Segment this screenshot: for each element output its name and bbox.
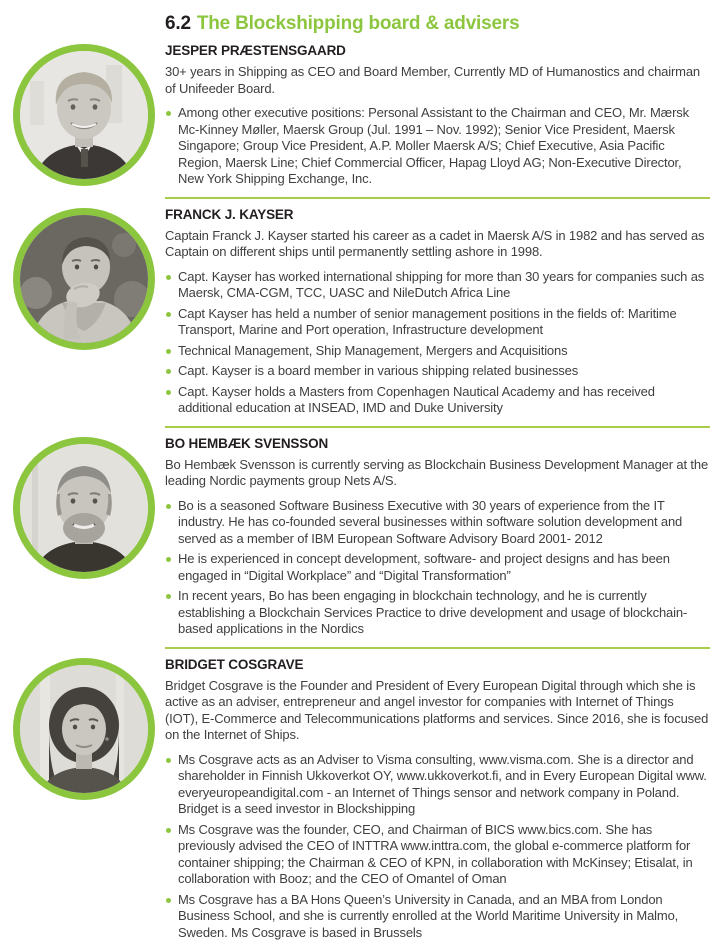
section-number: 6.2 [165,13,191,34]
section-divider [165,426,710,428]
bullet-item: Among other executive positions: Personal Assistant to the Chairman and CEO, Mr. Mærsk Mc-Kinney Møller, Maersk Group (Jul. 1991 – Nov. 1992); Senior Vice President, Maersk Singapore; Group Vice President, A.P. Moller Maersk A/S; Chief Executive, Asia Pacific Region, Maersk Line; Chief Commercial Officer, Hapag Lloyd AG; Non-Executive Director, New York Shipping Exchange, Inc. [165,105,710,188]
profile-intro: 30+ years in Shipping as CEO and Board Member, Currently MD of Humanostics and chairman of Unifeeder Board. [165,64,701,96]
profile-name: FRANCK J. KAYSER [165,206,294,222]
bullet-item: Ms Cosgrave acts as an Adviser to Visma consulting, www.visma.com. She is a director and shareholder in Finnish Ukkoverkot OY, www.ukkoverkot.fi, and in Every European Digital www. everyeuropeandigital.com - an Internet of Things sensor and network company in Poland. Bridget is a seed investor in Blockshipping [165,752,710,818]
profile-bullet-list [165,269,710,417]
bullet-item: Capt. Kayser has worked international shipping for more than 30 years for companies such as Maersk, CMA-CGM, TCC, UASC and NileDutch Africa Line [165,269,710,302]
profile-bullet-list [165,752,710,941]
portrait-man-blond-suit [20,51,148,179]
profile-bullet-list [165,105,710,188]
bullet-item: In recent years, Bo has been engaging in blockchain technology, and he is currently establishing a Blockchain Services Practice to drive development and usage of blockchain-based applications in the Nordics [165,588,710,638]
profile-franck-kayser [0,207,720,436]
section-divider [165,197,710,199]
profile-name: JESPER PRÆSTENSGAARD [165,43,346,58]
franck-kayser-photo [13,208,155,350]
profile-intro: Bo Hembæk Svensson is currently serving as Blockchain Business Development Manager at the leading Nordic payments group Nets A/S. [165,456,709,488]
bullet-item: Capt Kayser has held a number of senior management positions in the fields of: Maritime Transport, Marine and Port operation, Infrastructure development [165,306,710,339]
profile-intro: Captain Franck J. Kayser started his career as a cadet in Maersk A/S in 1982 and has served as Captain on different ships until permanently settling ashore in 1998. [165,227,705,259]
profile-content [165,207,720,436]
profile-jesper-praestensgaard [0,43,720,207]
portrait-man-gray-beard-smiling [20,444,148,572]
profile-name: BO HEMBÆK SVENSSON [165,435,329,451]
avatar-column [0,657,165,800]
section-title: The Blockshipping board & advisers [196,13,520,34]
bullet-item: Capt. Kayser holds a Masters from Copenhagen Nautical Academy and has received additional education at INSEAD, IMD and Duke University [165,384,710,417]
section-divider [165,647,710,649]
portrait-man-hand-on-chin [20,215,148,343]
bullet-item: Bo is a seasoned Software Business Executive with 30 years of experience from the IT industry. He has co-founded several businesses within software solution development and served as a member of IBM European Software Advisory Board 2001- 2012 [165,498,710,548]
bullet-item: Capt. Kayser is a board member in various shipping related businesses [165,363,710,380]
profile-bo-hembaek-svensson [0,436,720,657]
profile-bullet-list [165,498,710,638]
jesper-praestensgaard-photo [13,44,155,186]
bullet-item: Technical Management, Ship Management, Mergers and Acquisitions [165,343,710,360]
portrait-woman-dark-hair [20,665,148,793]
bullet-item: Ms Cosgrave has a BA Hons Queen’s University in Canada, and an MBA from London Business School, and she is currently enrolled at the World Maritime University in Malmo, Sweden. Ms Cosgrave is based in Brussels [165,892,710,941]
profile-bridget-cosgrave [0,657,720,941]
avatar-column [0,207,165,350]
bo-hembaek-svensson-photo [13,437,155,579]
avatar-column [0,43,165,186]
profile-name: BRIDGET COSGRAVE [165,656,304,672]
bullet-item: He is experienced in concept development, software- and project designs and has been engaged in “Digital Workplace” and “Digital Transformation” [165,551,710,584]
profile-content [165,436,720,657]
bridget-cosgrave-photo [13,658,155,800]
profile-content [165,43,720,207]
profile-content [165,657,720,941]
section-heading [165,12,710,35]
bullet-item: Ms Cosgrave was the founder, CEO, and Chairman of BICS www.bics.com. She has previously advised the CEO of INTTRA www.inttra.com, the global e-commerce platform for container shipping; the Chairman & CEO of KPN, in collaboration with McKinsey; Etisalat, in collaboration with Booz; and the CEO of Omantel of Oman [165,822,710,888]
avatar-column [0,436,165,579]
profile-intro: Bridget Cosgrave is the Founder and President of Every European Digital through which she is active as an adviser, entrepreneur and angel investor for companies with Internet of Things (IOT), E-Commerce and Telecommunications platforms and services. Since 2016, she is focused on the Internet of Ships. [165,677,709,742]
